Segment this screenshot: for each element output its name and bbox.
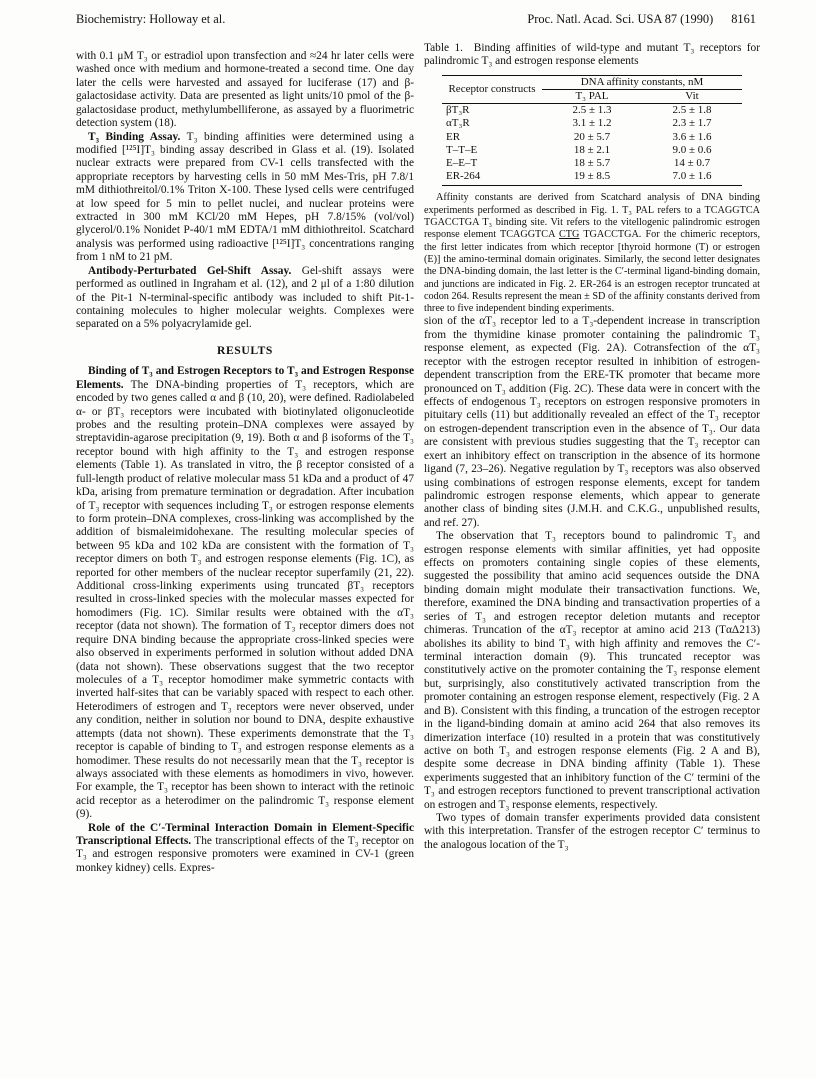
column-header-receptor: Receptor constructs: [442, 75, 542, 103]
paragraph-body: T₃ binding affinities were determined using a modified [¹²⁵I]T₃ binding assay described in Glass et al. (19). Isolated nuclear extracts were prepared from CV-1 cells transfected with the appropriate receptors by harvesting cells in 50 mM Mes-Tris, pH 7.8/1 mM dithiothreitol/0.1% Triton X-100. These lysed cells were centrifuged at low speed for 5 min to pellet nuclei, and nuclear proteins were extracted in 300 mM KCl/20 mM Hepes, pH 7.8/15% (vol/vol) glycerol/0.1% Nonidet P-40/1 mM EDTA/1 mM dithiothreitol. Scatchard analysis was performed using radioactive [¹²⁵I]T₃ concentrations ranging from 1 nM to 21 pM.: [76, 130, 414, 264]
table-label: Table 1.: [424, 42, 463, 54]
table-row: E–E–T 18 ± 5.7 14 ± 0.7: [446, 157, 711, 170]
results-paragraph-observation: The observation that T₃ receptors bound to palindromic T₃ and estrogen response elements with similar affinities, yet had opposite effects on promoters containing single copies of these elements, suggested the possibility that amino acid sequences outside the DNA binding domain might modulate their transactivation functions. We, therefore, examined the DNA binding and transactivation properties of a series of T₃ and estrogen receptor deletion mutants and receptor chimeras. Truncation of the αT₃ receptor at amino acid 213 (TαΔ213) abolishes its ability to bind T₃ with high affinity and removes the C′-terminal interaction domain (9). This truncated receptor was constitutively active on the promoter containing the T₃ response element but, surprisingly, also constitutively activated transcription from the promoter containing an estrogen response element, respectively (Fig. 2 A and B). Consistent with this finding, a truncation of the estrogen receptor in the ligand-binding domain at amino acid 264 that also removes its dimerization interface (10) resulted in a protein that was constitutively active on both T₃ and estrogen response elements (Fig. 2 A and B), despite some decrease in DNA binding affinity (Table 1). These experiments suggested that an inhibitory function of the C′ termini of the T₃ and estrogen receptors functioned to prevent transcriptional activation on estrogen and T₃ response elements, respectively.: [424, 530, 760, 811]
column-header-t3pal: T₃ PAL: [542, 90, 642, 104]
methods-paragraph-binding-assay: [76, 131, 414, 265]
table-row: ER-264 19 ± 8.5 7.0 ± 1.6: [442, 170, 742, 186]
column-header-group: DNA affinity constants, nM: [542, 75, 742, 89]
table-row: ER 20 ± 5.7 3.6 ± 1.6: [446, 130, 712, 143]
page-number: 8161: [731, 12, 756, 26]
page-header: [76, 12, 756, 30]
methods-paragraph-transfection: with 0.1 μM T₃ or estradiol upon transfection and ≈24 hr later cells were washed once with medium and hormone-treated a second time. One day later the cells were harvested and assayed for luciferase (17) and β-galactosidase activity. Data are presented as light units/10 pmol of the β-galactosidase product, methylumbelliferone, as assayed by a fluorimetric detection system (18).: [76, 50, 414, 130]
column-header-vit: Vit: [642, 90, 742, 104]
results-paragraph-binding: [76, 365, 414, 821]
left-column: [76, 50, 414, 875]
results-paragraph-domain-transfer: Two types of domain transfer experiments provided data consistent with this interpretation. Transfer of the estrogen receptor C′ terminus to the analogous location of the T₃: [424, 812, 760, 851]
run-in-heading: Antibody-Perturbated Gel-Shift Assay.: [88, 264, 292, 277]
binding-affinity-table: [442, 75, 742, 187]
paragraph-body: Gel-shift assays were performed as outlined in Ingraham et al. (12), and 2 μl of a 1:80 dilution of the Pit-1 N-terminal-specific antibody was included to shift Pit-1-containing molecules to higher molecular weights. Complexes were separated on a 5% polyacrylamide gel.: [76, 264, 415, 331]
methods-paragraph-gel-shift: [76, 265, 414, 332]
run-in-heading: Binding of T₃ and Estrogen Receptors to T₃ and Estrogen Response Elements.: [76, 365, 414, 391]
table-caption: [424, 42, 760, 69]
journal-citation: Proc. Natl. Acad. Sci. USA 87 (1990): [527, 12, 714, 26]
table-footnote: Affinity constants are derived from Scatchard analysis of DNA binding experiments performed as described in Fig. 1. T₃ PAL refers to a TCAGGTCA TGACCTGA T₃ binding site. Vit refers to the vitellogenic palindromic estrogen response element TCAGGTCA CTG TGACCTGA. For the chimeric receptors, the first letter indicates from which receptor [thyroid hormone (T) or estrogen (E)] the amino-terminal domain originates. Similarly, the second letter designates the DNA-binding domain, the last letter is the C′-terminal ligand-binding domain, and junctions are indicated in Fig. 2. ER-264 is an estrogen receptor truncated at codon 264. Results represent the mean ± SD of the affinity constants derived from three to five independent binding experiments.: [424, 192, 760, 315]
results-paragraph-continued: sion of the αT₃ receptor led to a T₃-dependent increase in transcription from the thymidine kinase promoter containing the palindromic T₃ response element, as expected (Fig. 2A). Cotransfection of the αT₃ receptor with the estrogen receptor resulted in inhibition of estrogen-dependent transcription from the ERE-TK promoter that became more pronounced on T₃ addition (Fig. 2C). These data were in concert with the effects of endogenous T₃ receptors on estrogen responsive promoters in pituitary cells (11) but additionally revealed an effect of the T₃ receptor on estrogen-dependent transcription even in the absence of T₃. Our data are consistent with previous studies suggesting that the T₃ receptor can exert an inhibitory effect on transcription in the absence of its hormone ligand (7, 23–26). Negative regulation by T₃ receptors was also observed using combinations of estrogen response elements, except for tandem palindromic estrogen response elements, which appear to generate another class of binding sites (J.M.H. and C.K.G., unpublished results, and ref. 27).: [424, 315, 760, 529]
paragraph-body: The DNA-binding properties of T₃ receptors, which are encoded by two genes called α and β (10, 20), were defined. Radiolabeled α- or βT₃ receptors were incubated with biotinylated oligonucleotide probes and the resulting protein–DNA complexes were assayed by streptavidin-agarose precipitation (9, 19). Both α and β isoforms of the T₃ receptor bound with high affinity to the T₃ and estrogen response elements (Table 1). As translated in vitro, the β receptor consisted of a full-length product of relative molecular mass 51 kDa and a product of 47 kDa, arising from premature termination or degradation. After incubation of T₃ receptor with sequences including T₃ or estrogen response elements to form protein–DNA complexes, cross-linking was accomplished by the addition of bismaleimidohexane. The resulting molecular species of between 95 kDa and 102 kDa are consistent with the formation of T₃ receptor dimers on both T₃ and estrogen response elements (Fig. 1C), as reported for other members of the nuclear receptor superfamily (21, 22). Additional cross-linking experiments using truncated βT₃ receptors resulted in cross-linked species with the molecular masses expected for homodimers (Fig. 1C). Similar results were obtained with the αT₃ receptor (data not shown). The formation of T₃ receptor dimers does not require DNA binding because the appropriate cross-linked species were also observed in experiments performed in solution without added DNA (data not shown). These observations suggest that the two receptor molecules of a T₃ receptor homodimer make symmetric contacts with inverted half-sites that can be variably spaced with respect to each other. Heterodimers of estrogen and T₃ receptors were never observed, under any condition, neither in solution nor bound to DNA, despite exhaustive attempts (data not shown). These experiments demonstrate that the T₃ receptor is capable of binding to T₃ and estrogen response elements as a homodimer. These results do not necessarily mean that the T₃ receptor is always associated with these elements as homodimers in vivo, however. For example, the T₃ receptor has been shown to interact with the retinoic acid receptor as a heterodimer on the palindromic T₃ response element (9).: [76, 378, 414, 821]
table-title: Binding affinities of wild-type and mutant T₃ receptors for palindromic T₃ and estrogen response elements: [424, 42, 761, 68]
paragraph-body: The transcriptional effects of the T₃ receptor on T₃ and estrogen responsive promoters were examined in CV-1 (green monkey kidney) cells. Expres-: [76, 835, 414, 874]
run-in-heading: Role of the C′-Terminal Interaction Domain in Element-Specific Transcriptional Effects.: [76, 821, 414, 848]
table-row: T–T–E 18 ± 2.1 9.0 ± 0.6: [446, 143, 712, 156]
right-column: [424, 42, 760, 852]
running-head-left: Biochemistry: Holloway et al.: [76, 12, 226, 26]
run-in-heading: T₃ Binding Assay.: [88, 130, 181, 143]
running-head-right: [527, 12, 756, 27]
table-row: βT₃R 2.5 ± 1.3 2.5 ± 1.8: [446, 104, 712, 117]
underlined-spacer: CTG: [559, 229, 580, 241]
table-row: αT₃R 3.1 ± 1.2 2.3 ± 1.7: [446, 117, 712, 130]
section-heading-results: RESULTS: [217, 343, 273, 357]
results-paragraph-role: [76, 822, 414, 876]
